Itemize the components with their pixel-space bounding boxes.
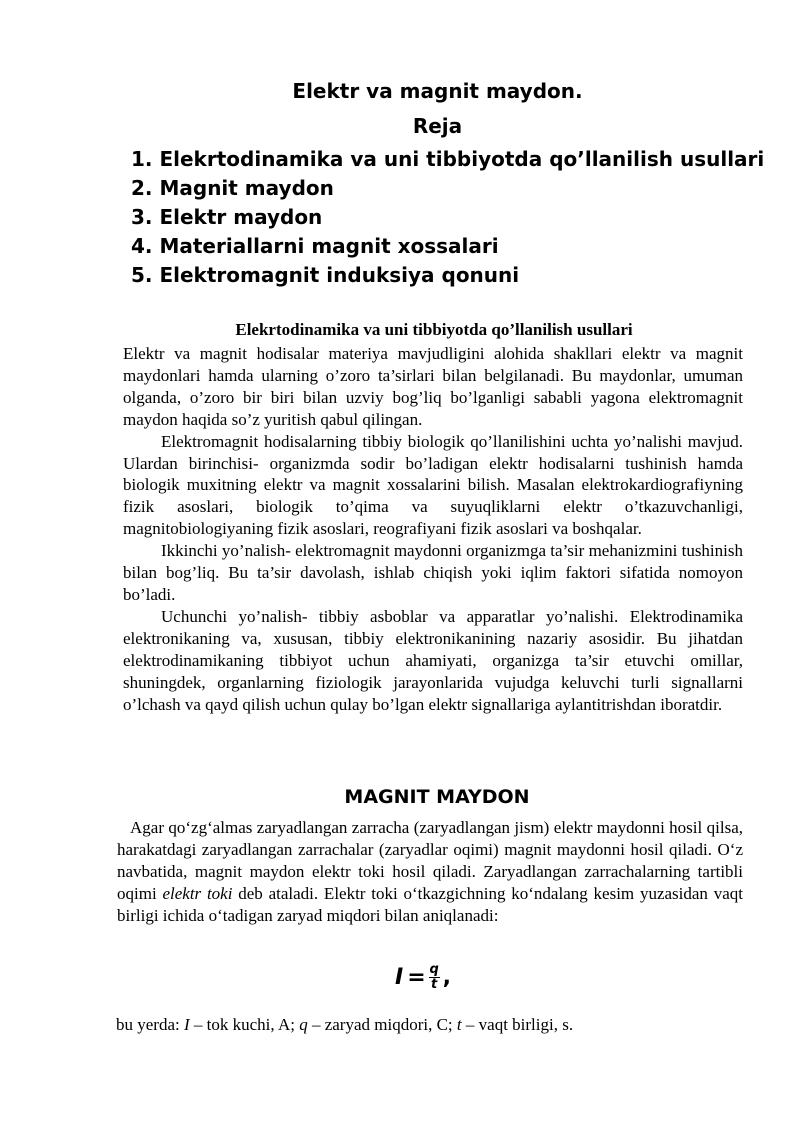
formula-lhs: I <box>395 965 404 990</box>
legend-var-t: t <box>456 1015 462 1034</box>
paragraph-text: Agar qo‘zg‘almas zaryadlangan zarracha (zaryadlangan jism) elektr maydonni hosil qilsa, harakatdagi zaryadlangan zarrachalar (zaryadlar oqimi) magnit maydonni hosil qiladi. O‘z navbatida, magnit maydon elektr toki hosil qiladi. Zaryadlangan zarrachalarning tartibli oqimi <box>117 818 743 903</box>
section-heading-electrodynamics: Elekrtodinamika va uni tibbiyotda qo’llanilish usullari <box>235 320 633 339</box>
paragraph: Ikkinchi yo’nalish- elektromagnit maydonni organizmga ta’sir mehanizmini tushinish bilan bog’liq. Bu ta’sir davolash, ishlab chiqish yoki iqlim faktori sifatida nomoyon bo’ladi. <box>123 541 743 604</box>
section-body-magnetic-field <box>117 817 743 927</box>
paragraph <box>117 817 743 927</box>
paragraph: Elektromagnit hodisalarning tibbiy biologik qo’llanilishini uchta yo’nalishi mavjud. Ulardan birinchisi- organizmda sodir bo’ladigan elektr hodisalarni tushinish hamda biologik muxitning elektr va magnit xossalarini bilish. Masalan elektrokardiografiyning fizik asoslari, biologik to’qima va suyuqliklarni elektr o’tkazuvchanligi, magnitobiologiyaning fizik asoslari, reografiyani fizik asoslari va boshqalar. <box>123 431 743 539</box>
formula-comma: , <box>442 965 451 990</box>
legend-var-i: I <box>183 1015 190 1034</box>
plan-list <box>131 145 764 290</box>
paragraph: Uchunchi yo’nalish- tibbiy asboblar va apparatlar yo’nalishi. Elektrodinamika elektronikaning va, xususan, tibbiy elektronikanining nazariy asosidir. Bu jihatdan elektrodinamikaning tibbiyot uchun ahamiyati, organizga ta’sir etuvchi omillar, shuningdek, organlarning fiziologik jarayonlarida vujudga keluvchi turli signallarni o’lchash va qayd qilish uchun qulay bo’lgan elektr signallariga aylantitrishdan iboratdir. <box>123 606 743 714</box>
section-body-electrodynamics <box>123 343 743 715</box>
legend-var-q: q <box>299 1015 308 1034</box>
formula-equals: = <box>407 965 426 990</box>
plan-item: 4. Materiallarni magnit xossalari <box>131 234 499 258</box>
paragraph-text: deb ataladi. Elektr toki o‘tkazgichning ko‘ndalang kesim yuzasidan vaqt birligi ichida o‘tadigan zaryad miqdori bilan aniqlanadi: <box>117 883 743 925</box>
plan-heading: Reja <box>412 114 463 138</box>
legend-desc: – tok kuchi, A; <box>189 1015 300 1034</box>
plan-item: 2. Magnit maydon <box>131 176 334 200</box>
term-electric-current: elektr toki <box>162 883 233 903</box>
legend-desc: – vaqt birligi, s. <box>461 1015 574 1034</box>
plan-item: 1. Elekrtodinamika va uni tibbiyotda qo’llanilish usullari <box>131 147 765 171</box>
current-formula <box>395 963 451 992</box>
formula-fraction <box>429 963 440 992</box>
formula-numerator: q <box>429 962 439 977</box>
plan-item: 5. Elektromagnit induksiya qonuni <box>131 263 520 287</box>
legend-desc: – zaryad miqdori, C; <box>307 1015 457 1034</box>
document-title: Elektr va magnit maydon. <box>292 79 583 103</box>
paragraph: Elektr va magnit hodisalar materiya mavjudligini alohida shakllari elektr va magnit maydonlari hamda ularning o’zoro ta’sirlari bilan belgilanadi. Bu maydonlar, umuman olganda, o’zoro bir biri bilan uzviy bog’liq bo’lganligi sababli yagona elektromagnit maydon haqida so’z yuritish qabul qilingan. <box>123 344 743 429</box>
plan-item: 3. Elektr maydon <box>131 205 323 229</box>
formula-legend <box>116 1015 573 1035</box>
legend-prefix: bu yerda: <box>116 1015 184 1034</box>
formula-denominator: t <box>431 977 438 992</box>
section-heading-magnetic-field: MAGNIT MAYDON <box>344 786 530 808</box>
